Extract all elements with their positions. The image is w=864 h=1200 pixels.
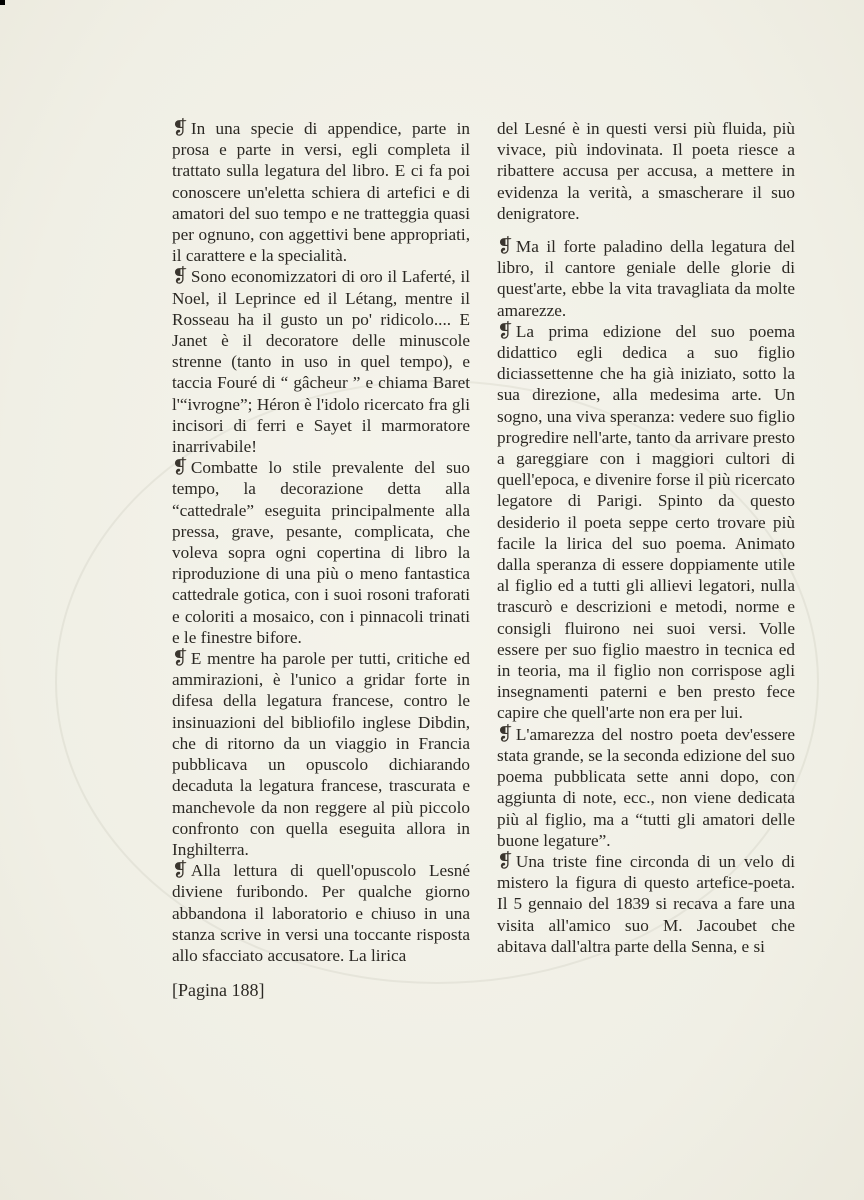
right-column [497,118,795,957]
pilcrow-icon: ❡ [497,236,513,258]
paragraph: ❡ Ma il forte paladino della legatura del libro, il cantore geniale delle glorie di quest'arte, ebbe la vita travagliata da molte amarezze. [497,236,795,320]
pilcrow-icon: ❡ [497,320,513,342]
pilcrow-icon: ❡ [172,266,188,288]
pilcrow-icon: ❡ [172,457,188,479]
paragraph: ❡ L'amarezza del nostro poeta dev'essere stata grande, se la seconda edizione del suo poema pubblicata sette anni dopo, con aggiunta di note, ecc., non viene dedicata più al figlio, ma a “tutti gli amatori delle buone legature”. [497,723,795,850]
pilcrow-icon: ❡ [172,860,188,882]
pilcrow-icon: ❡ [172,118,188,139]
pilcrow-icon: ❡ [172,648,188,670]
paragraph: ❡ Una triste fine circonda di un velo di mistero la figura di questo artefice-poeta. Il 5 gennaio del 1839 si recava a fare una visita all'amico suo M. Jacoubet che abitava dall'altra parte della Senna, e si [497,850,795,956]
paragraph: ❡ Sono economizzatori di oro il Laferté, il Noel, il Leprince ed il Létang, mentre il Rosseau ha il gusto un po' ridicolo.... E Janet è il decoratore delle minuscole strenne (tanto in uso in quel tempo), e taccia Fouré di “ gâcheur ” e chiama Baret l'“ivrogne”; Héron è l'idolo ricercato fra gli incisori di ferri e Sayet il marmoratore inarrivabile! [172,266,470,457]
paragraph: ❡ In una specie di appendice, parte in prosa e parte in versi, egli completa il trattato sulla legatura del libro. E ci fa poi conoscere un'eletta schiera di artefici e di amatori del suo tempo e ne tratteggia quasi per ognuno, con aggettivi bene appropriati, il carattere e la specialità. [172,118,470,266]
corner-mark [0,0,5,5]
paragraph: ❡ Combatte lo stile prevalente del suo tempo, la decorazione detta alla “cattedrale” eseguita principalmente alla pressa, grave, pesante, complicata, che voleva sopra ogni copertina di libro la riproduzione di una più o meno fantastica cattedrale gotica, con i suoi rosoni traforati e coloriti a mosaico, con i pinnacoli trinati e le finestre bifore. [172,457,470,647]
page-number: [Pagina 188] [172,980,265,1000]
paragraph: ❡ La prima edizione del suo poema didattico egli dedica a suo figlio diciassettenne che ha già iniziato, sotto la sua direzione, alla medesima arte. Un sogno, una viva speranza: vedere suo figlio progredire nell'arte, tanto da arrivare presto a gareggiare con i maggiori cultori di quell'epoca, e divenire forse il più ricercato legatore di Parigi. Spinto da questo desiderio il poeta seppe certo trovare più facile la lirica del suo poema. Animato dalla speranza di essere doppiamente utile al figlio ed a tutti gli allievi legatori, nulla trascurò e descrizioni e metodi, norme e consigli fluirono nei suoi versi. Volle essere per suo figlio maestro in tecnica ed in teoria, ma il figlio non corrispose agli insegnamenti paterni e ben presto fece capire che quell'arte non era per lui. [497,320,796,723]
paragraph: ❡ E mentre ha parole per tutti, critiche ed ammirazioni, è l'unico a gridar forte in difesa della legatura francese, contro le insinuazioni del bibliofilo inglese Dibdin, che di ritorno da un viaggio in Francia pubblicava un opuscolo dichiarando decaduta la legatura francese, trascurata e manchevole da non reggere al più piccolo confronto con quella eseguita allora in Inghilterra. [172,648,470,859]
paragraph-continuation: del Lesné è in questi versi più fluida, più vivace, più indovinata. Il poeta riesce a ribattere accusa per accusa, a mettere in evidenza la verità, a smascherare il suo denigratore. [497,119,795,223]
pilcrow-icon: ❡ [497,723,513,745]
pilcrow-icon: ❡ [497,850,513,872]
paragraph: ❡ Alla lettura di quell'opuscolo Lesné diviene furibondo. Per qualche giorno abbandona il laboratorio e chiuso in una stanza scrive in versi una toccante risposta allo sfacciato accusatore. La lirica [172,860,470,965]
left-column [172,118,470,966]
